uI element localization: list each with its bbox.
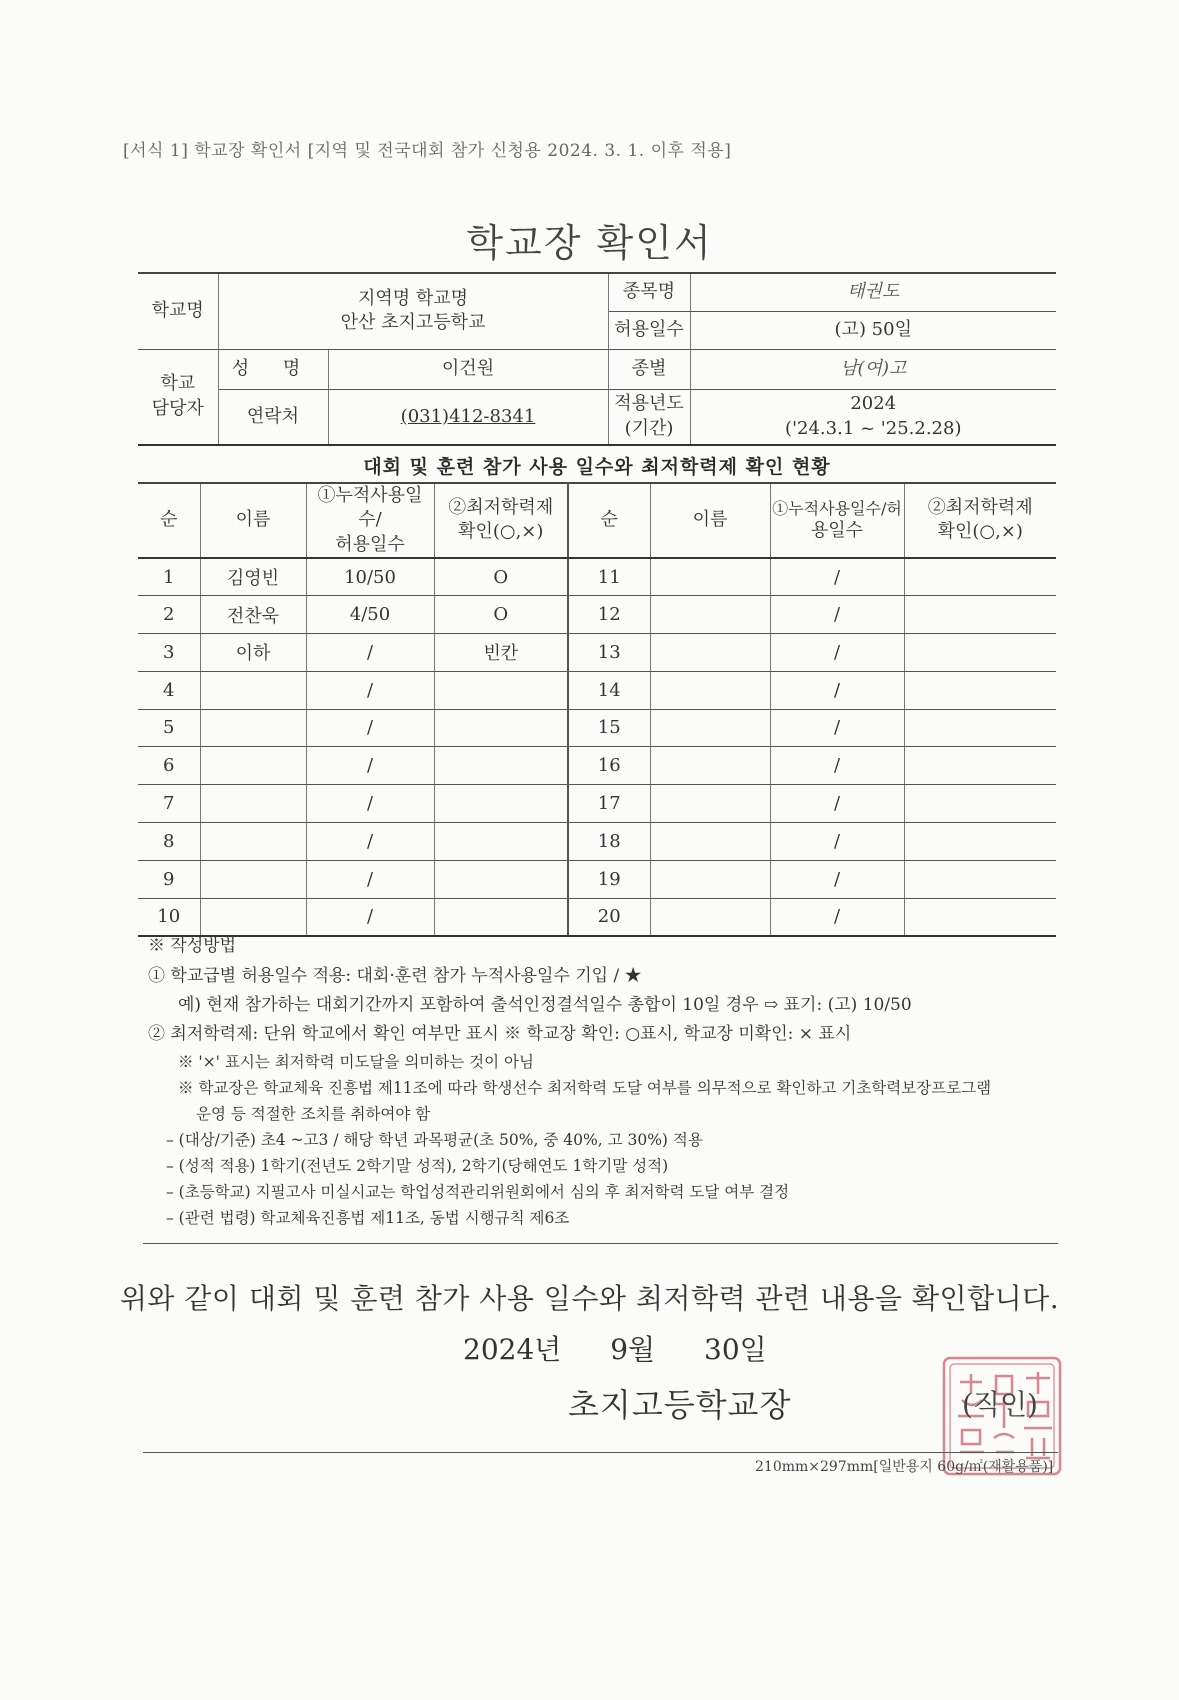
row-name-right xyxy=(650,860,770,898)
row-no-right: 18 xyxy=(568,822,650,860)
row-days-right: / xyxy=(770,822,904,860)
note-dash-2: – (성적 적용) 1학기(전년도 2학기말 성적), 2학기(당해연도 1학기말 성적) xyxy=(166,1157,669,1175)
category-value: 남(여)고 xyxy=(690,349,1056,389)
row-days-right: / xyxy=(770,785,904,823)
header-min xyxy=(434,483,568,558)
header-name-right: 이름 xyxy=(650,483,770,558)
row-no: 2 xyxy=(138,596,200,634)
row-days: / xyxy=(306,898,434,936)
row-name xyxy=(200,822,306,860)
allowed-days-label: 허용일수 xyxy=(608,311,690,349)
row-days: / xyxy=(306,785,434,823)
row-days: 10/50 xyxy=(306,558,434,596)
section-heading: 대회 및 훈련 참가 사용 일수와 최저학력제 확인 현황 xyxy=(363,456,831,478)
confirmation-statement: 위와 같이 대회 및 훈련 참가 사용 일수와 최저학력 관련 내용을 확인합니다. xyxy=(119,1282,1060,1315)
row-min xyxy=(434,822,568,860)
row-min-right xyxy=(904,633,1056,671)
school-line-2: 안산 초지고등학교 xyxy=(340,312,486,334)
document-title: 학교장 확인서 xyxy=(466,221,713,265)
table-row xyxy=(138,709,1056,747)
year-value: 2024 xyxy=(850,393,897,415)
category-label: 종별 xyxy=(608,349,690,389)
row-name xyxy=(200,785,306,823)
row-min xyxy=(434,671,568,709)
participation-table xyxy=(138,482,1056,937)
row-name-right xyxy=(650,633,770,671)
date-day: 30일 xyxy=(704,1333,767,1366)
manager-label-1: 학교 xyxy=(160,373,196,395)
row-days-right: / xyxy=(770,898,904,936)
name-label: 성 명 xyxy=(218,349,328,389)
note-item-1: ① 학교급별 허용일수 적용: 대회·훈련 참가 누적사용일수 기입 / ★ xyxy=(148,966,642,986)
row-no-right: 12 xyxy=(568,596,650,634)
row-no: 7 xyxy=(138,785,200,823)
header-min-line-2: 확인(○,×) xyxy=(458,521,544,543)
table-row xyxy=(138,633,1056,671)
row-days-right: / xyxy=(770,596,904,634)
contact-value-cell xyxy=(328,389,608,445)
note-item-1-example: 예) 현재 참가하는 대회기간까지 포함하여 출석인정결석일수 총합이 10일 경우 ⇨ 표기: (고) 10/50 xyxy=(178,995,912,1015)
name-value: 이건원 xyxy=(328,349,608,389)
row-min-right xyxy=(904,596,1056,634)
row-no-right: 16 xyxy=(568,747,650,785)
row-min xyxy=(434,747,568,785)
note-sub-1: ※ '×' 표시는 최저학력 미도달을 의미하는 것이 아님 xyxy=(178,1053,534,1071)
row-name-right xyxy=(650,558,770,596)
note-sub-2-line-2: 운영 등 적절한 조치를 취하여야 함 xyxy=(196,1105,431,1123)
row-days-right: / xyxy=(770,860,904,898)
row-name-right xyxy=(650,747,770,785)
row-no-right: 13 xyxy=(568,633,650,671)
row-min xyxy=(434,785,568,823)
header-days-right-line-1: ①누적사용일수/허 xyxy=(772,498,902,518)
row-days-right: / xyxy=(770,558,904,596)
row-no: 3 xyxy=(138,633,200,671)
divider-line xyxy=(143,1243,1058,1244)
year-value-cell xyxy=(690,389,1056,445)
issue-date xyxy=(463,1328,767,1368)
row-min-right xyxy=(904,860,1056,898)
header-name: 이름 xyxy=(200,483,306,558)
row-min xyxy=(434,709,568,747)
paper-spec: 210mm×297mm[일반용지 60g/㎡(재활용품)] xyxy=(755,1459,1054,1475)
header-days-line-2: 허용일수 xyxy=(335,533,405,555)
header-days-line-1: ①누적사용일수/ xyxy=(317,485,423,531)
header-min-right-line-2: 확인(○,×) xyxy=(937,521,1023,543)
table-row xyxy=(138,747,1056,785)
header-min-right-line-1: ②최저학력제 xyxy=(927,497,1033,519)
row-name xyxy=(200,709,306,747)
row-name: 이하 xyxy=(200,633,306,671)
row-min-right xyxy=(904,822,1056,860)
row-no-right: 14 xyxy=(568,671,650,709)
row-name: 김영빈 xyxy=(200,558,306,596)
row-name-right xyxy=(650,822,770,860)
row-name xyxy=(200,747,306,785)
row-no: 5 xyxy=(138,709,200,747)
date-year: 2024년 xyxy=(463,1333,562,1366)
table-row xyxy=(138,558,1056,596)
row-min xyxy=(434,860,568,898)
row-days-right: / xyxy=(770,671,904,709)
header-no: 순 xyxy=(138,483,200,558)
row-days-right: / xyxy=(770,747,904,785)
row-min: O xyxy=(434,596,568,634)
table-row xyxy=(138,822,1056,860)
row-no: 10 xyxy=(138,898,200,936)
row-min-right xyxy=(904,671,1056,709)
school-label: 학교명 xyxy=(138,273,218,349)
note-dash-4: – (관련 법령) 학교체육진흥법 제11조, 동법 시행규칙 제6조 xyxy=(166,1209,570,1227)
header-days xyxy=(306,483,434,558)
notes-heading: ※ 작성방법 xyxy=(148,936,237,956)
row-name-right xyxy=(650,709,770,747)
header-days-right-line-2: 용일수 xyxy=(810,520,864,542)
row-no: 4 xyxy=(138,671,200,709)
sport-value: 태권도 xyxy=(690,273,1056,311)
header-min-line-1: ②최저학력제 xyxy=(448,497,554,519)
row-min-right xyxy=(904,747,1056,785)
table-body xyxy=(138,558,1056,936)
form-label: [서식 1] 학교장 확인서 [지역 및 전국대회 참가 신청용 2024. 3. 1. 이후 적용] xyxy=(123,141,732,161)
school-value xyxy=(218,273,608,349)
table-header-row xyxy=(138,483,1056,558)
row-name: 전찬욱 xyxy=(200,596,306,634)
header-no-right: 순 xyxy=(568,483,650,558)
manager-label xyxy=(138,349,218,445)
row-name xyxy=(200,671,306,709)
row-days: / xyxy=(306,747,434,785)
year-label-2: (기간) xyxy=(624,417,674,439)
row-no: 8 xyxy=(138,822,200,860)
row-min: O xyxy=(434,558,568,596)
row-no: 9 xyxy=(138,860,200,898)
row-min-right xyxy=(904,709,1056,747)
row-min: 빈칸 xyxy=(434,633,568,671)
row-name-right xyxy=(650,671,770,709)
row-days-right: / xyxy=(770,709,904,747)
year-label-1: 적용년도 xyxy=(614,393,684,415)
contact-value: (031)412-8341 xyxy=(400,405,536,427)
row-days: / xyxy=(306,709,434,747)
row-no-right: 15 xyxy=(568,709,650,747)
row-min-right xyxy=(904,558,1056,596)
note-item-2: ② 최저학력제: 단위 학교에서 확인 여부만 표시 ※ 학교장 확인: ○표시, 학교장 미확인: × 표시 xyxy=(148,1024,852,1044)
period-value: ('24.3.1 ~ '25.2.28) xyxy=(785,417,962,439)
seal-label: (직인) xyxy=(962,1388,1038,1421)
note-dash-3: – (초등학교) 지필고사 미실시교는 학업성적관리위원회에서 심의 후 최저학력 도달 여부 결정 xyxy=(166,1183,790,1201)
note-sub-2-line-1: ※ 학교장은 학교체육 진흥법 제11조에 따라 학생선수 최저학력 도달 여부를 의무적으로 확인하고 기초학력보장프로그램 xyxy=(178,1079,992,1097)
row-days: / xyxy=(306,822,434,860)
row-name xyxy=(200,860,306,898)
row-days: / xyxy=(306,633,434,671)
school-line-1: 지역명 학교명 xyxy=(357,287,469,309)
row-min-right xyxy=(904,785,1056,823)
info-table xyxy=(138,272,1056,446)
row-days: / xyxy=(306,671,434,709)
row-days: 4/50 xyxy=(306,596,434,634)
row-no-right: 20 xyxy=(568,898,650,936)
header-days-right xyxy=(770,483,904,558)
manager-label-2: 담당자 xyxy=(151,397,204,419)
row-no: 6 xyxy=(138,747,200,785)
sport-label: 종목명 xyxy=(608,273,690,311)
row-no-right: 11 xyxy=(568,558,650,596)
year-label xyxy=(608,389,690,445)
row-no-right: 17 xyxy=(568,785,650,823)
table-row xyxy=(138,785,1056,823)
table-row xyxy=(138,860,1056,898)
footer-line xyxy=(143,1452,1058,1453)
contact-label: 연락처 xyxy=(218,389,328,445)
date-month: 9월 xyxy=(610,1333,656,1366)
instructions xyxy=(148,930,1058,1231)
row-name-right xyxy=(650,596,770,634)
row-no: 1 xyxy=(138,558,200,596)
allowed-days-value: (고) 50일 xyxy=(690,311,1056,349)
row-days: / xyxy=(306,860,434,898)
header-min-right xyxy=(904,483,1056,558)
table-row xyxy=(138,596,1056,634)
table-row xyxy=(138,671,1056,709)
principal-signature: 초지고등학교장 xyxy=(568,1386,792,1424)
row-name-right xyxy=(650,785,770,823)
row-days-right: / xyxy=(770,633,904,671)
row-no-right: 19 xyxy=(568,860,650,898)
note-dash-1: – (대상/기준) 초4 ~고3 / 해당 학년 과목평균(초 50%, 중 40%, 고 30%) 적용 xyxy=(166,1131,703,1149)
